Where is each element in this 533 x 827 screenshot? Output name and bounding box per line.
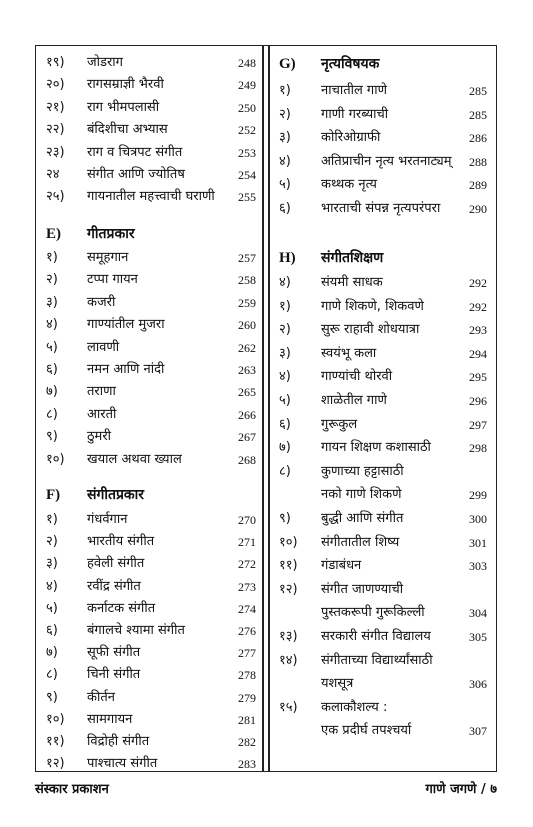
entry-page: 279 [238, 690, 256, 705]
entry-page: 286 [469, 131, 487, 145]
entry-page: 258 [238, 273, 256, 288]
entry-title: हवेली संगीत [87, 556, 145, 572]
entry-page: 285 [469, 107, 487, 122]
entry-page: 299 [469, 488, 487, 503]
entry-num: ६) [46, 362, 58, 377]
entry-num: १२) [279, 581, 298, 597]
entry-title: गायन शिक्षण कशासाठी [321, 440, 431, 456]
entry-page: 253 [238, 145, 256, 160]
entry-title: कुणाच्या हट्टासाठी [321, 463, 404, 479]
entry-title: सरकारी संगीत विद्यालय [321, 629, 431, 644]
entry-num: ४) [279, 275, 291, 290]
entry-title: भारतीय संगीत [87, 534, 155, 550]
entry-title: संगीताच्या विद्यार्थ्यांसाठी [321, 652, 433, 668]
column-divider-right [268, 46, 270, 771]
entry-num: २५) [46, 189, 65, 205]
entry-num: ८) [46, 667, 58, 683]
entry-page: 304 [469, 606, 487, 621]
entry-num: ८) [46, 406, 58, 422]
entry-page: 278 [238, 668, 256, 683]
entry-title: लावणी [87, 339, 120, 355]
entry-title: बुद्धी आणि संगीत [321, 511, 404, 526]
entry-title: कजरी [87, 294, 116, 310]
entry-title: यशसूत्र [321, 676, 354, 692]
entry-title: संयमी साधक [321, 275, 383, 290]
entry-num: २) [46, 534, 58, 550]
entry-title: संगीत आणि ज्योतिष [87, 167, 185, 182]
entry-title: आरती [87, 406, 117, 422]
entry-num: १९) [46, 55, 65, 70]
entry-title: भारताची संपन्न नृत्यपरंपरा [321, 200, 441, 216]
entry-num: १५) [279, 699, 298, 715]
entry-page: 260 [238, 318, 256, 333]
entry-title: जोडराग [87, 55, 123, 70]
entry-page: 293 [469, 323, 487, 338]
entry-page: 303 [469, 559, 487, 574]
entry-num: २४ [46, 167, 60, 182]
entry-title: शाळेतील गाणे [321, 393, 387, 408]
entry-page: 297 [469, 417, 487, 432]
entry-num: ३) [46, 556, 58, 572]
entry-page: 263 [238, 363, 256, 377]
entry-title: सूफी संगीत [87, 645, 141, 661]
entry-num: १३) [279, 629, 298, 644]
entry-page: 276 [238, 624, 256, 638]
contents-frame [35, 45, 497, 772]
entry-num: ११) [46, 734, 65, 749]
entry-num: ३) [46, 294, 58, 310]
entry-title: खयाल अथवा ख्याल [87, 451, 182, 467]
entry-title: गाणी गरब्याची [321, 106, 389, 122]
entry-page: 289 [469, 178, 487, 192]
entry-title: पुस्तकरूपी गुरूकिल्ली [321, 605, 425, 621]
entry-title: गुरूकुल [321, 416, 358, 432]
entry-page: 298 [469, 441, 487, 456]
entry-num: ४) [279, 153, 291, 169]
entry-title: ठुमरी [87, 429, 112, 445]
entry-num: ५) [279, 393, 291, 408]
entry-num: १०) [279, 534, 298, 550]
entry-title: राग भीमपलासी [87, 99, 160, 115]
entry-title: बंदिशीचा अभ्यास [87, 122, 168, 138]
entry-num: १०) [46, 451, 65, 467]
entry-page: 288 [469, 154, 487, 169]
entry-page: 252 [238, 123, 256, 138]
section-title: गीतप्रकार [87, 226, 135, 242]
entry-title: रवींद्र संगीत [87, 578, 141, 594]
entry-page: 292 [469, 276, 487, 290]
entry-num: ८) [279, 463, 291, 479]
entry-page: 277 [238, 646, 256, 661]
entry-num: १) [279, 83, 291, 98]
entry-num: २१) [46, 99, 65, 115]
entry-page: 292 [469, 299, 487, 314]
entry-num: २३) [46, 144, 65, 160]
entry-title: तराणा [87, 384, 116, 400]
section-title: संगीतशिक्षण [321, 250, 384, 266]
entry-title: समूहगान [87, 250, 129, 265]
entry-title: बंगालचे श्यामा संगीत [87, 623, 185, 638]
entry-num: ९) [46, 429, 58, 445]
entry-num: ७) [279, 440, 291, 456]
entry-num: ४) [279, 369, 291, 385]
entry-title: कोरिओग्राफी [321, 130, 381, 145]
entry-num: ३) [279, 130, 291, 145]
entry-title: कलाकौशल्य : [321, 699, 388, 715]
entry-page: 295 [469, 370, 487, 385]
entry-title: गंधर्वगान [87, 512, 128, 527]
entry-page: 274 [238, 601, 256, 616]
entry-num: ४) [46, 317, 58, 333]
entry-num: ३) [279, 345, 291, 361]
entry-num: २२) [46, 122, 65, 138]
entry-page: 296 [469, 394, 487, 408]
entry-title: कीर्तन [87, 689, 115, 705]
entry-num: १४) [279, 652, 298, 668]
entry-title: सुरू राहावी शोधयात्रा [321, 322, 420, 338]
entry-num: १) [279, 298, 291, 314]
entry-page: 257 [238, 251, 256, 265]
entry-num: १) [46, 512, 58, 527]
column-divider-left [262, 46, 264, 771]
entry-num: २) [279, 106, 291, 122]
section-letter: F) [46, 487, 61, 503]
entry-num: ५) [46, 600, 58, 616]
entry-page: 294 [469, 346, 487, 361]
entry-page: 273 [238, 579, 256, 594]
entry-page: 285 [469, 84, 487, 98]
section-title: नृत्यविषयक [321, 56, 380, 72]
entry-page: 272 [238, 557, 256, 572]
entry-page: 281 [238, 712, 256, 727]
entry-title: कथ्थक नृत्य [321, 177, 377, 192]
entry-page: 268 [238, 452, 256, 467]
entry-title: नमन आणि नांदी [87, 362, 165, 377]
entry-page: 307 [469, 724, 487, 739]
entry-page: 262 [238, 340, 256, 355]
entry-num: १२) [46, 756, 65, 772]
entry-title: नाचातील गाणे [321, 83, 388, 98]
entry-num: ६) [279, 416, 291, 432]
section-letter: E) [46, 226, 61, 242]
entry-title: गाण्यांतील मुजरा [87, 317, 165, 333]
entry-page: 267 [238, 430, 256, 445]
entry-title: पाश्चात्य संगीत [87, 756, 158, 772]
entry-title: गंडाबंधन [321, 558, 362, 574]
entry-title: स्वयंभू कला [321, 345, 377, 361]
entry-page: 270 [238, 513, 256, 527]
entry-title: रागसम्राज्ञी भैरवी [87, 77, 164, 93]
entry-num: ६) [279, 200, 291, 216]
entry-title: गाणे शिकणे, शिकवणे [321, 298, 424, 314]
entry-num: ११) [279, 558, 298, 574]
entry-num: ७) [46, 384, 58, 400]
entry-title: कर्नाटक संगीत [87, 600, 156, 616]
entry-page: 306 [469, 677, 487, 692]
entry-page: 283 [238, 757, 256, 772]
entry-page: 305 [469, 630, 487, 644]
section-title: संगीतप्रकार [87, 487, 145, 503]
entry-page: 254 [238, 168, 256, 182]
entry-page: 249 [238, 78, 256, 93]
entry-num: २) [46, 272, 58, 288]
entry-page: 282 [238, 735, 256, 749]
entry-page: 300 [469, 512, 487, 526]
entry-num: १) [46, 250, 58, 265]
entry-num: ५) [279, 177, 291, 192]
entry-title: विद्रोही संगीत [87, 734, 150, 749]
entry-title: गाण्यांची थोरवी [321, 369, 393, 385]
section-letter: G) [279, 56, 296, 72]
entry-page: 266 [238, 407, 256, 422]
entry-page: 250 [238, 100, 256, 115]
entry-title: नको गाणे शिकणे [321, 487, 402, 503]
entry-title: संगीत जाणण्याची [321, 581, 404, 597]
entry-num: १०) [46, 711, 65, 727]
entry-page: 301 [469, 535, 487, 550]
entry-page: 248 [238, 56, 256, 70]
footer-publisher: संस्कार प्रकाशन [35, 782, 109, 797]
entry-title: सामगायन [87, 711, 133, 727]
entry-num: ४) [46, 578, 58, 594]
entry-title: राग व चित्रपट संगीत [87, 144, 183, 160]
entry-page: 255 [238, 190, 256, 205]
entry-title: अतिप्राचीन नृत्य भरतनाट्यम् [321, 153, 452, 169]
entry-page: 265 [238, 385, 256, 400]
entry-num: ५) [46, 339, 58, 355]
entry-num: ९) [279, 511, 291, 526]
entry-title: चिनी संगीत [87, 667, 141, 683]
entry-title: एक प्रदीर्घ तपश्चर्या [321, 723, 412, 739]
entry-num: ७) [46, 645, 58, 661]
entry-num: २०) [46, 77, 65, 93]
entry-title: संगीतातील शिष्य [321, 534, 400, 550]
footer-book-page: गाणे जगणे / ७ [425, 782, 497, 797]
entry-title: गायनातील महत्त्वाची घराणी [87, 189, 215, 205]
entry-num: ६) [46, 623, 58, 638]
entry-page: 259 [238, 295, 256, 310]
section-letter: H) [279, 250, 296, 266]
entry-page: 271 [238, 535, 256, 550]
entry-num: ९) [46, 689, 58, 705]
entry-num: २) [279, 322, 291, 338]
entry-page: 290 [469, 201, 487, 216]
entry-title: टप्पा गायन [87, 272, 138, 288]
